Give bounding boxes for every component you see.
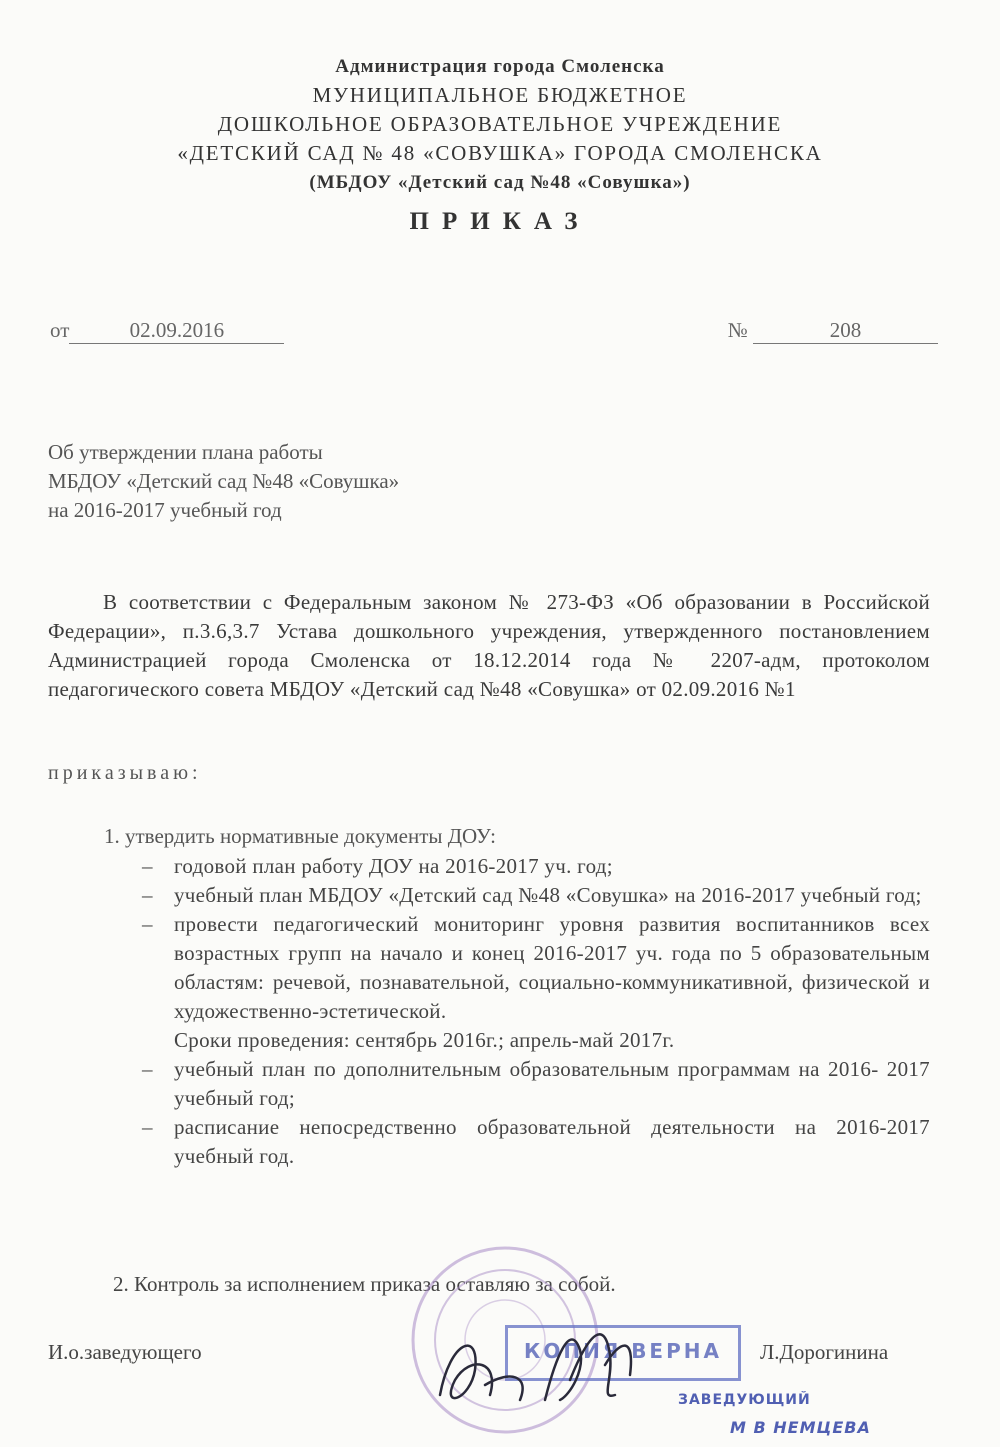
list-item: – учебный план по дополнительным образовательным программам на 2016- 2017 учебный год; [142, 1057, 930, 1110]
subject-line: МБДОУ «Детский сад №48 «Совушка» [48, 469, 400, 493]
order-date [50, 318, 284, 344]
number-prefix: № [727, 318, 748, 342]
institution-name-line: «ДЕТСКИЙ САД № 48 «СОВУШКА» ГОРОДА СМОЛЕНСКА [177, 141, 823, 165]
order-verb: приказываю: [48, 762, 202, 784]
documents-list [142, 852, 930, 1171]
date-prefix: от [50, 318, 70, 342]
list-item: – расписание непосредственно образовательной деятельности на 2016-2017 учебный год. [142, 1115, 930, 1168]
date-value: 02.09.2016 [69, 318, 284, 344]
list-item: – провести педагогический мониторинг уровня развития воспитанников всех возрастных групп на начало и конец 2016-2017 уч. года по 5 образовательным областям: речевой, познавательной, социально-коммуникативной, физической и художественно-эстетической. Сроки проведения: сентябрь 2016г.; апрель-май 2017г. [142, 910, 930, 1055]
monitoring-dates: Сроки проведения: сентябрь 2016г.; апрель-май 2017г. [174, 1028, 675, 1052]
signature-position: И.о.заведующего [48, 1340, 202, 1364]
list-item: – годовой план работу ДОУ на 2016-2017 уч. год; [142, 854, 613, 878]
institution-type-line: МУНИЦИПАЛЬНОЕ БЮДЖЕТНОЕ [312, 83, 688, 107]
order-item-1: 1. утвердить нормативные документы ДОУ: [104, 824, 496, 848]
number-value: 208 [753, 318, 938, 344]
signature-icon [420, 1300, 680, 1430]
preamble-paragraph: В соответствии с Федеральным законом № 273-ФЗ «Об образовании в Российской Федерации», п.3.6,3.7 Устава дошкольного учреждения, утвержденного постановлением Администрацией города Смоленска от 18.12.2014 года № 2207-адм, протоколом педагогического совета МБДОУ «Детский сад №48 «Совушка» от 02.09.2016 №1 [48, 590, 930, 701]
stamp-role: ЗАВЕДУЮЩИЙ [678, 1392, 811, 1408]
signer-name: Л.Дорогинина [760, 1340, 889, 1364]
subject-line: Об утверждении плана работы [48, 440, 323, 464]
list-item: – учебный план МБДОУ «Детский сад №48 «Совушка» на 2016-2017 учебный год; [142, 883, 922, 907]
administration-line: Администрация города Смоленска [335, 56, 665, 77]
stamp-name: М В НЕМЦЕВА [730, 1418, 871, 1437]
copy-verified-stamp: КОПИЯ ВЕРНА [505, 1325, 741, 1381]
document-title: ПРИКАЗ [409, 208, 591, 235]
subject-line: на 2016-2017 учебный год [48, 498, 282, 522]
order-number [728, 318, 938, 344]
institution-kind-line: ДОШКОЛЬНОЕ ОБРАЗОВАТЕЛЬНОЕ УЧРЕЖДЕНИЕ [217, 112, 783, 136]
institution-short-name: (МБДОУ «Детский сад №48 «Совушка») [309, 172, 691, 193]
document-header [0, 52, 1000, 197]
order-subject [48, 438, 528, 525]
date-number-row [50, 318, 938, 354]
order-item-2: 2. Контроль за исполнением приказа оставляю за собой. [113, 1272, 616, 1296]
